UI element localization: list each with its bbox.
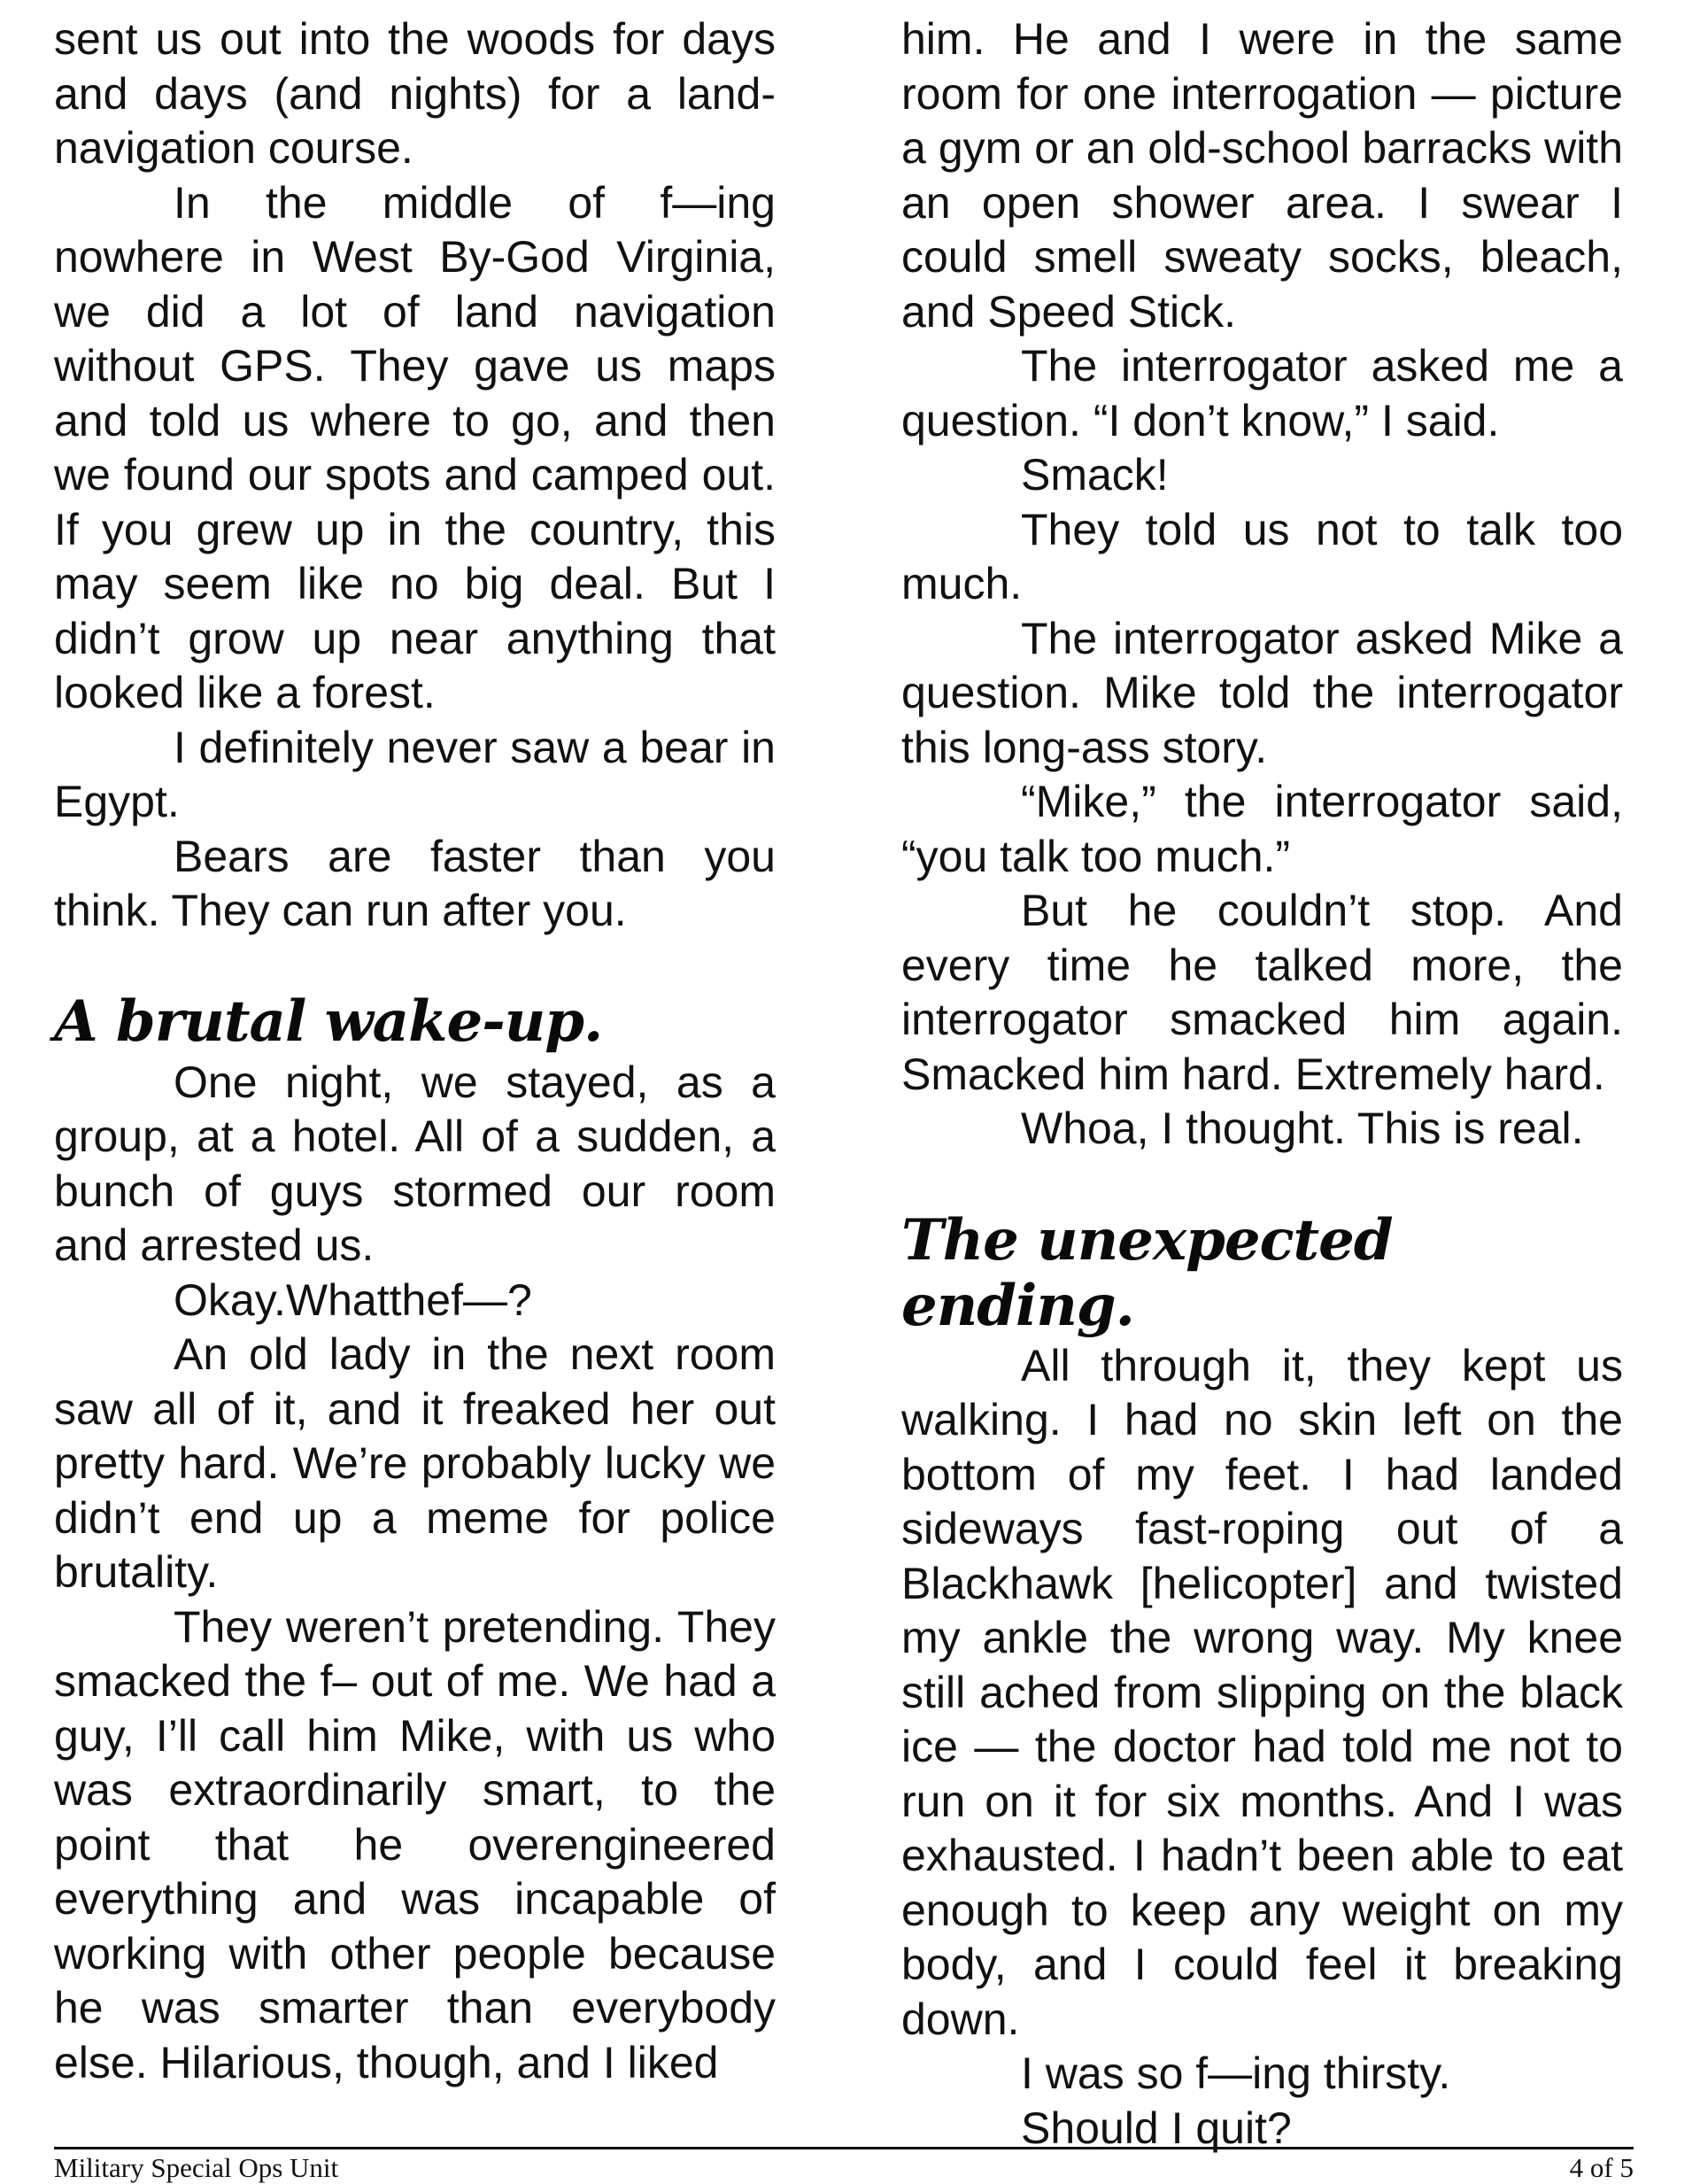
paragraph: “Mike,” the interrogator said, “you talk too much.” xyxy=(901,777,1623,881)
footer-title: Military Special Ops Unit xyxy=(54,2152,339,2183)
paragraph: The interrogator asked Mike a question. Mike told the interrogator this long-ass story. xyxy=(901,613,1623,772)
paragraph: They weren’t pretending. They smacked the f– out of me. We had a guy, I’ll call him Mike, with us who was extraordinarily smart, to the point that he overengineered everything and was incapable of working with other people because he was smarter than everybody else. Hilarious, though, and I liked xyxy=(54,1601,776,2087)
paragraph: They told us not to talk too much. xyxy=(901,504,1623,608)
section-heading: A brutal wake-up. xyxy=(54,987,603,1055)
paragraph: Okay.Whatthef—? xyxy=(174,1274,532,1325)
paragraph: sent us out into the woods for days and days (and nights) for a land-navigation course. xyxy=(54,14,776,173)
paragraph: All through it, they kept us walking. I had no skin left on the bottom of my feet. I had landed sideways fast-roping out of a Blackhawk [helicopter] and twisted my ankle the wrong way. My knee still ached from slipping on the black ice — the doctor had told me not to run on it for six months. And I was exhausted. I hadn’t been able to eat enough to keep any weight on my body, and I could feel it breaking down. xyxy=(901,1340,1623,2044)
paragraph: Bears are faster than you think. They can run after you. xyxy=(54,831,776,935)
paragraph: I was so f—ing thirsty. xyxy=(1021,2048,1451,2098)
page-number: 4 of 5 xyxy=(1569,2152,1634,2183)
right-column xyxy=(901,12,1623,2156)
paragraph: But he couldn’t stop. And every time he talked more, the interrogator smacked him again. Smacked him hard. Extremely hard. xyxy=(901,886,1623,1099)
paragraph: The interrogator asked me a question. “I don’t know,” I said. xyxy=(901,341,1623,445)
section-heading: The unexpected ending. xyxy=(901,1206,1393,1339)
paragraph: Whoa, I thought. This is real. xyxy=(1021,1104,1584,1153)
paragraph: Should I quit? xyxy=(1021,2103,1292,2153)
paragraph: One night, we stayed, as a group, at a hotel. All of a sudden, a bunch of guys stormed our room and arrested us. xyxy=(54,1057,776,1270)
paragraph: I definitely never saw a bear in Egypt. xyxy=(54,722,776,826)
paragraph: An old lady in the next room saw all of it, and it freaked her out pretty hard. We’re probably lucky we didn’t end up a meme for police brutality. xyxy=(54,1329,776,1597)
paragraph: him. He and I were in the same room for one interrogation — picture a gym or an old-school barracks with an open shower area. I swear I could smell sweaty socks, bleach, and Speed Stick. xyxy=(901,14,1623,337)
left-column xyxy=(54,12,776,2090)
footer-divider xyxy=(54,2147,1634,2149)
paragraph: In the middle of f—ing nowhere in West By-God Virginia, we did a lot of land navigation without GPS. They gave us maps and told us where to go, and then we found our spots and camped out. If you grew up in the country, this may seem like no big deal. But I didn’t grow up near anything that looked like a forest. xyxy=(54,177,776,717)
paragraph: Smack! xyxy=(1021,450,1169,500)
